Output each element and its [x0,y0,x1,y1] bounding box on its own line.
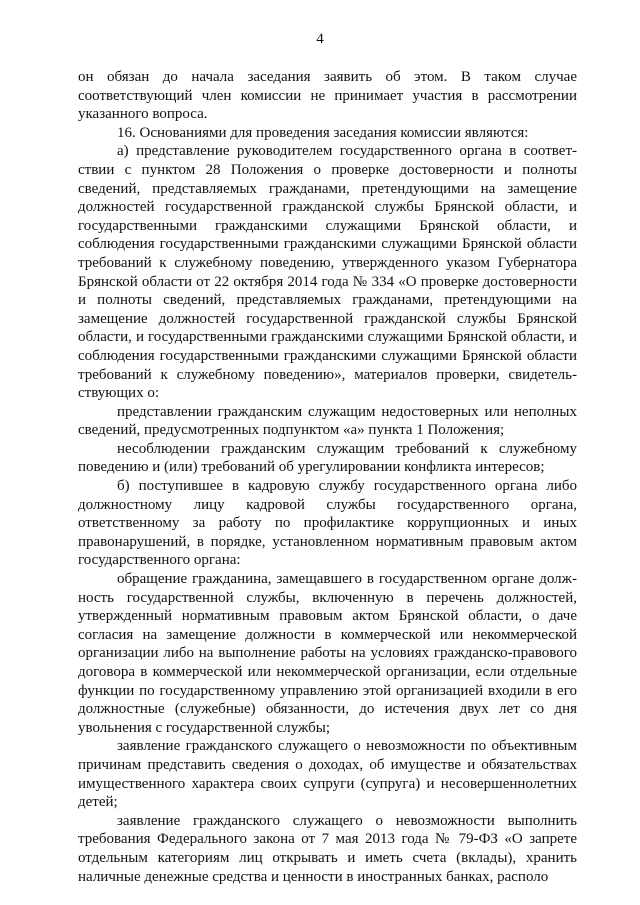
paragraph-noncompliance: несоблюдении гражданским служащим требований к служебному поведению и (или) требований об урегулировании конфликта интересов; [78,440,577,476]
paragraph-federal-law-statement: заявление гражданского служащего о невозможности выполнить требования Федерального закона от 7 мая 2013 года № 79-ФЗ «О запрете отдельным категориям лиц открывать и иметь счета (вклады), хранить наличные денежные средства и ценности в иностранных банках, располо [78,812,577,885]
paragraph-subitem-a: а) представление руководителем государственного органа в соответствии с пунктом 28 Положения о проверке достоверности и полноты сведений, представляемых гражданами, претендующими на замещение должностей государственной гражданской службы Брянской области, и государственными гражданскими служащими Брянской области, и соблюдения государственными гражданскими служащими Брянской области требований к служебному поведению, утвержденного указом Губернатора Брянской области от 22 октября 2014 года № 334 «О проверке достоверности и полноты сведений, представляемых гражданами, претендующими на замещение должностей государственной гражданской службы Брянской области, и государственными гражданскими служащими Брянской области, и соблюдения государственными гражданскими служащими Брянской области требований к служебному поведению», материалов проверки, свидетельствующих о: [78,143,577,402]
paragraph-citizen-appeal: обращение гражданина, замещавшего в государственном органе должность государственной службы, включенную в перечень должностей, утвержденный нормативным правовым актом Брянской области, о даче согласия на замещение должности в коммерческой или некоммерческой организации либо на выполнение работы на условиях гражданско-правового договора в коммерческой или некоммерческой организации, если отдельные функции по государственному управлению этой организацией входили в его должностные (служебные) обязанности, до истечения двух лет со дня увольнения с государственной службы; [78,571,577,736]
paragraph-subitem-b: б) поступившее в кадровую службу государственного органа либо должностному лицу кадровой службы государственного органа, ответственному за работу по профилактике коррупционных и иных правонарушений, в порядке, установленном нормативным правовым актом государственного органа: [78,478,577,569]
document-body [78,68,577,886]
page-number: 4 [316,31,324,47]
paragraph-false-info: представлении гражданским служащим недостоверных или неполных сведений, предусмотренных подпунктом «а» пункта 1 Положения; [78,403,577,439]
paragraph-continuation: он обязан до начала заседания заявить об этом. В таком случае соответствующий член комиссии не принимает участия в рассмотрении указанного вопроса. [78,69,577,123]
paragraph-income-statement: заявление гражданского служащего о невозможности по объективным причинам представить сведения о доходах, об имуществе и обязательствах имущественного характера своих супруги (супруга) и несовершеннолетних детей; [78,738,577,811]
paragraph-item-16: 16. Основаниями для проведения заседания комиссии являются: [117,124,529,141]
